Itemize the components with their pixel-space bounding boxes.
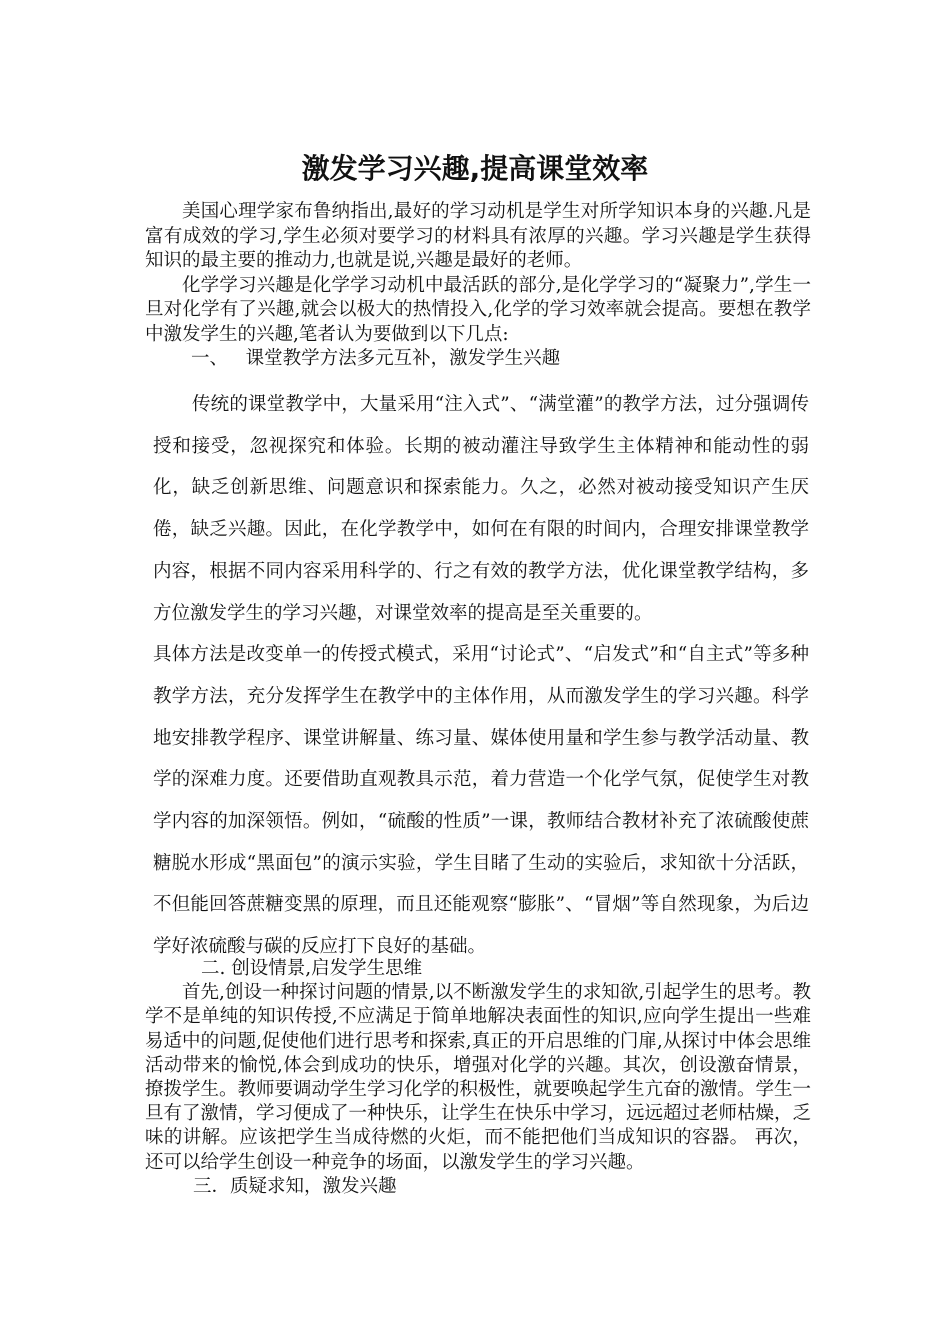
section-2-paragraph-1: 首先,创设一种探讨问题的情景,以不断激发学生的求知欲,引起学生的思考。教学不是单纯的知识传授,不应满足于简单地解决表面性的知识,应向学生提出一些难易适中的问题,促使他们进行思考和探索,真正的开启思维的门扉,从探讨中体会思维活动带来的愉悦,体会到成功的快乐，增强对化学的兴趣。其次，创设激奋情景，撩拨学生。教师要调动学生学习化学的积极性，就要唤起学生亢奋的激情。学生一旦有了激情，学习便成了一种快乐，让学生在快乐中学习，远远超过老师枯燥，乏味的讲解。应该把学生当成待燃的火炬，而不能把他们当成知识的容器。 再次，还可以给学生创设一种竞争的场面，以激发学生的学习兴趣。 [145,982,812,1173]
section-2-block [145,957,811,1199]
section-1-paragraph-1: 传统的课堂教学中，大量采用“注入式”、“满堂灌”的教学方法，过分强调传授和接受，忽视探究和体验。长期的被动灌注导致学生主体精神和能动性的弱化，缺乏创新思维、问题意识和探索能力。久之，必然对被动接受知识产生厌倦，缺乏兴趣。因此，在化学教学中，如何在有限的时间内，合理安排课堂教学内容，根据不同内容采用科学的、行之有效的教学方法，优化课堂教学结构，多方位激发学生的学习兴趣，对课堂效率的提高是至关重要的。 [153,394,809,624]
intro-paragraph-2: 化学学习兴趣是化学学习动机中最活跃的部分,是化学学习的“凝聚力”,学生一旦对化学有了兴趣,就会以极大的热情投入,化学的学习效率就会提高。要想在教学中激发学生的兴趣,笔者认为要做到以下几点: [145,274,811,345]
document-title: 激发学习兴趣,提高课堂效率 [301,151,649,185]
section-2-heading: 二. 创设情景,启发学生思维 [201,958,423,979]
section-3-heading: 三．质疑求知，激发兴趣 [193,1175,397,1197]
section-1-paragraph-2: 具体方法是改变单一的传授式模式，采用“讨论式”、“启发式”和“自主式”等多种教学方法，充分发挥学生在教学中的主体作用，从而激发学生的学习兴趣。科学地安排教学程序、课堂讲解量、练习量、媒体使用量和学生参与教学活动量、教学的深难力度。还要借助直观教具示范，着力营造一个化学气氛，促使学生对教学内容的加深领悟。例如，“硫酸的性质”一课，教师结合教材补充了浓硫酸使蔗糖脱水形成“黑面包”的演示实验，学生目睹了生动的实验后，求知欲十分活跃，不但能回答蔗糖变黑的原理，而且还能观察“膨胀”、“冒烟”等自然现象，为后边学好浓硫酸与碳的反应打下良好的基础。 [153,644,809,958]
section-1-body [153,384,809,968]
section-1-heading: 一、 课堂教学方法多元互补，激发学生兴趣 [191,348,561,369]
intro-paragraph-1: 美国心理学家布鲁纳指出,最好的学习动机是学生对所学知识本身的兴趣.凡是富有成效的学习,学生必须对要学习的材料具有浓厚的兴趣。学习兴趣是学生获得知识的最主要的推动力,也就是说,兴趣是最好的老师。 [145,201,811,271]
intro-block [145,200,811,372]
